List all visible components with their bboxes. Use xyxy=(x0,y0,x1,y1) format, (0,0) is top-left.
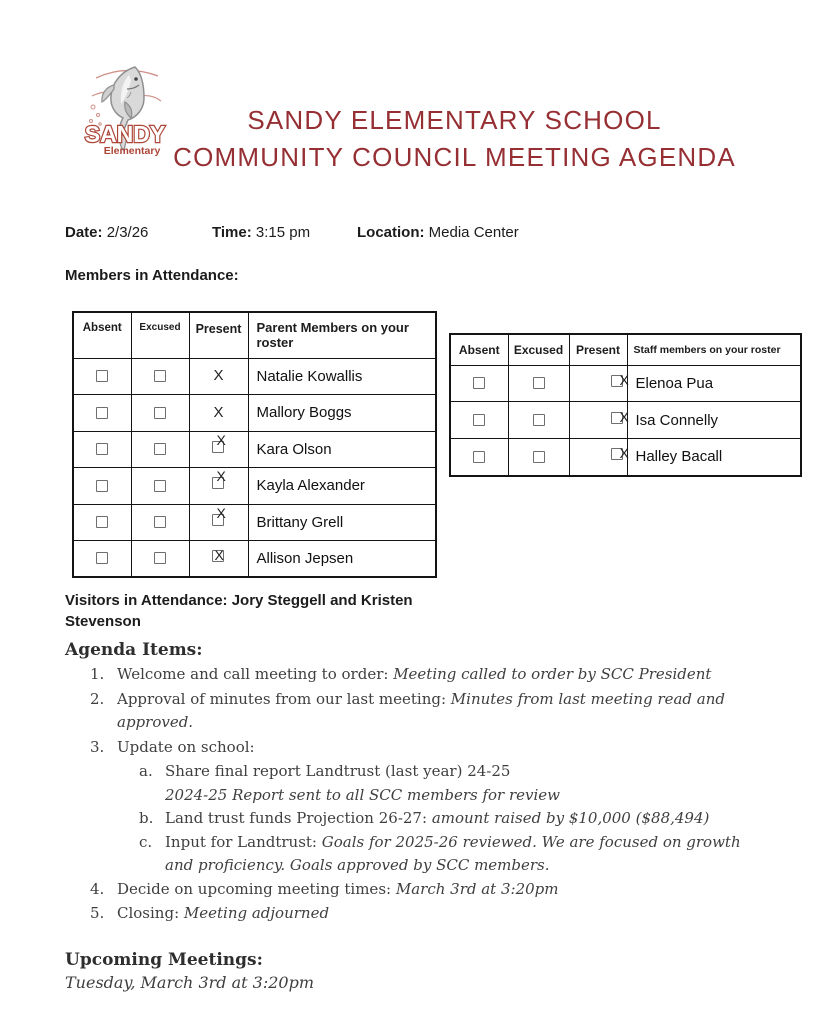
present-checkbox-marked[interactable] xyxy=(212,504,226,527)
agenda-note-italic: Meeting called to order by SCC President xyxy=(393,665,712,683)
agenda-note-italic: Minutes from last meeting read and approved. xyxy=(117,689,726,731)
checkbox[interactable] xyxy=(473,377,485,389)
date-label: Date: xyxy=(65,224,103,241)
column-header: Staff members on your roster xyxy=(627,334,801,365)
meeting-date xyxy=(65,224,212,241)
member-name: Natalie Kowallis xyxy=(248,358,436,395)
checkbox[interactable] xyxy=(473,414,485,426)
agenda-item-number: 5. xyxy=(90,904,105,922)
absent-cell xyxy=(73,395,131,432)
logo-subtitle-text: Elementary xyxy=(103,145,161,157)
checkbox[interactable] xyxy=(154,443,166,455)
member-name: Kara Olson xyxy=(248,431,436,468)
column-header: Present xyxy=(569,334,627,365)
visitors-line-1: Visitors in Attendance: Jory Steggell and Kristen xyxy=(65,592,413,609)
present-cell xyxy=(189,468,248,505)
x-mark: X xyxy=(216,468,226,485)
agenda-sub-letter: a. xyxy=(139,762,153,780)
agenda-item xyxy=(65,902,765,926)
checkbox[interactable] xyxy=(154,552,166,564)
meeting-time xyxy=(212,224,357,241)
checkbox[interactable] xyxy=(533,377,545,389)
member-name: Isa Connelly xyxy=(627,402,801,439)
absent-cell xyxy=(73,358,131,395)
parent-attendance-table xyxy=(72,311,437,578)
visitors-in-attendance xyxy=(65,590,755,632)
agenda-sub-body xyxy=(165,831,765,878)
present-cell xyxy=(189,504,248,541)
time-label: Time: xyxy=(212,224,252,241)
excused-cell xyxy=(131,541,189,578)
upcoming-meeting-detail: Tuesday, March 3rd at 3:20pm xyxy=(65,972,314,992)
present-x-mark: X xyxy=(213,403,224,421)
table-row xyxy=(450,439,801,476)
table-header-row xyxy=(73,312,436,358)
agenda-item xyxy=(65,663,765,687)
agenda-sub-item xyxy=(65,760,765,807)
checkbox[interactable] xyxy=(96,516,108,528)
column-header: Parent Members on your roster xyxy=(248,312,436,358)
table-row xyxy=(450,365,801,402)
x-mark: X xyxy=(216,504,226,521)
table-row xyxy=(73,541,436,578)
present-cell xyxy=(569,402,627,439)
checkbox[interactable] xyxy=(533,451,545,463)
visitors-line-2: Stevenson xyxy=(65,613,141,630)
excused-cell xyxy=(508,365,569,402)
x-mark: X xyxy=(619,408,629,425)
member-name: Mallory Boggs xyxy=(248,395,436,432)
agenda-item-number: 2. xyxy=(90,689,105,708)
agenda-sub-item xyxy=(65,831,765,878)
agenda-sub-body xyxy=(165,807,765,831)
present-checkbox-marked[interactable] xyxy=(212,468,226,490)
agenda-note-italic: Goals for 2025-26 reviewed. We are focused on growth and proficiency. Goals approved by SCC members. xyxy=(165,832,741,874)
x-mark: X xyxy=(619,445,629,462)
member-name: Kayla Alexander xyxy=(248,468,436,505)
agenda-sub-letter: c. xyxy=(139,832,153,851)
location-value: Media Center xyxy=(428,224,519,241)
agenda-note-italic: 2024-25 Report sent to all SCC members for review xyxy=(165,785,561,804)
meeting-location xyxy=(357,224,519,241)
agenda-text: Decide on upcoming meeting times: xyxy=(117,879,396,898)
members-attendance-heading: Members in Attendance: xyxy=(65,267,239,284)
present-cell xyxy=(189,358,248,395)
present-cell xyxy=(569,365,627,402)
checkbox[interactable] xyxy=(473,451,485,463)
upcoming-meetings-section xyxy=(65,950,815,992)
excused-cell xyxy=(131,504,189,541)
agenda-item-number: 4. xyxy=(90,879,105,898)
agenda-note-italic: March 3rd at 3:20pm xyxy=(395,879,559,898)
attendance-tables xyxy=(0,284,815,578)
shark-logo-icon xyxy=(78,62,172,162)
absent-cell xyxy=(450,402,508,439)
agenda-item-body xyxy=(117,663,765,687)
agenda-item-body xyxy=(117,688,765,735)
checkbox[interactable] xyxy=(96,552,108,564)
x-mark: X xyxy=(214,547,224,563)
x-mark: X xyxy=(216,431,226,448)
table-row xyxy=(73,358,436,395)
agenda-note-italic: Meeting adjourned xyxy=(183,904,330,922)
date-value: 2/3/26 xyxy=(106,224,149,241)
present-checkbox-marked[interactable] xyxy=(212,431,226,454)
upcoming-meetings-heading: Upcoming Meetings: xyxy=(65,949,263,970)
present-cell xyxy=(189,431,248,468)
checkbox[interactable] xyxy=(96,407,108,419)
present-cell xyxy=(189,395,248,432)
document-header xyxy=(78,62,737,176)
absent-cell xyxy=(73,541,131,578)
agenda-text: Closing: xyxy=(117,904,184,922)
time-value: 3:15 pm xyxy=(255,224,311,241)
excused-cell xyxy=(508,402,569,439)
checkbox[interactable] xyxy=(96,480,108,492)
agenda-sub-letter: b. xyxy=(139,809,154,827)
agenda-item xyxy=(65,688,765,735)
agenda-item-body xyxy=(117,736,765,760)
agenda-sub-item xyxy=(65,807,765,831)
agenda-item-number: 3. xyxy=(90,737,105,756)
table-row xyxy=(73,395,436,432)
member-name: Elenoa Pua xyxy=(627,365,801,402)
table-row xyxy=(450,402,801,439)
staff-attendance-table xyxy=(449,333,802,477)
agenda-text: Share final report Landtrust (last year) 24-25 xyxy=(165,762,511,780)
checkbox[interactable] xyxy=(96,370,108,382)
absent-cell xyxy=(450,365,508,402)
table-row xyxy=(73,431,436,468)
agenda-note-italic: amount raised by $10,000 ($88,494) xyxy=(431,809,710,827)
agenda-sub-body xyxy=(165,760,765,807)
agenda-text: Update on school: xyxy=(117,737,255,756)
present-checkbox-marked[interactable] xyxy=(611,371,629,388)
checkbox[interactable] xyxy=(154,480,166,492)
present-checkbox-marked[interactable] xyxy=(611,445,629,462)
column-header: Excused xyxy=(131,312,189,358)
logo-name-text: SANDY xyxy=(84,121,166,147)
present-cell xyxy=(569,439,627,476)
present-checkbox-marked[interactable] xyxy=(611,408,629,425)
checkbox[interactable] xyxy=(96,443,108,455)
agenda-text: Welcome and call meeting to order: xyxy=(117,665,394,683)
agenda-text: Input for Landtrust: xyxy=(165,832,322,851)
excused-cell xyxy=(131,468,189,505)
excused-cell xyxy=(131,395,189,432)
agenda-item xyxy=(65,736,765,760)
absent-cell xyxy=(73,431,131,468)
title-line-1: SANDY ELEMENTARY SCHOOL xyxy=(247,105,662,135)
agenda-item-body xyxy=(117,878,765,902)
table-row xyxy=(73,468,436,505)
member-name: Brittany Grell xyxy=(248,504,436,541)
agenda-item-number: 1. xyxy=(90,665,105,683)
school-logo xyxy=(78,62,172,176)
table-header-row xyxy=(450,334,801,365)
absent-cell xyxy=(73,468,131,505)
checkbox[interactable] xyxy=(154,370,166,382)
agenda-items-heading: Agenda Items: xyxy=(65,640,203,660)
present-checkbox-marked[interactable] xyxy=(212,549,226,563)
agenda-list xyxy=(65,663,765,926)
excused-cell xyxy=(508,439,569,476)
absent-cell xyxy=(73,504,131,541)
title-line-2: COMMUNITY COUNCIL MEETING AGENDA xyxy=(173,142,736,172)
excused-cell xyxy=(131,431,189,468)
agenda-item xyxy=(65,878,765,902)
member-name: Halley Bacall xyxy=(627,439,801,476)
page-title xyxy=(172,102,737,176)
agenda-item-body xyxy=(117,902,765,926)
x-mark: X xyxy=(619,371,629,388)
checkbox[interactable] xyxy=(533,414,545,426)
meeting-meta xyxy=(65,224,755,241)
checkbox[interactable] xyxy=(154,407,166,419)
table-row xyxy=(73,504,436,541)
member-name: Allison Jepsen xyxy=(248,541,436,578)
column-header: Present xyxy=(189,312,248,358)
absent-cell xyxy=(450,439,508,476)
column-header: Absent xyxy=(450,334,508,365)
present-cell xyxy=(189,541,248,578)
column-header: Excused xyxy=(508,334,569,365)
column-header: Absent xyxy=(73,312,131,358)
agenda-text: Land trust funds Projection 26-27: xyxy=(165,809,432,827)
checkbox[interactable] xyxy=(154,516,166,528)
present-x-mark: X xyxy=(213,367,224,385)
location-label: Location: xyxy=(357,224,425,241)
excused-cell xyxy=(131,358,189,395)
agenda-text: Approval of minutes from our last meeting: xyxy=(117,689,451,708)
